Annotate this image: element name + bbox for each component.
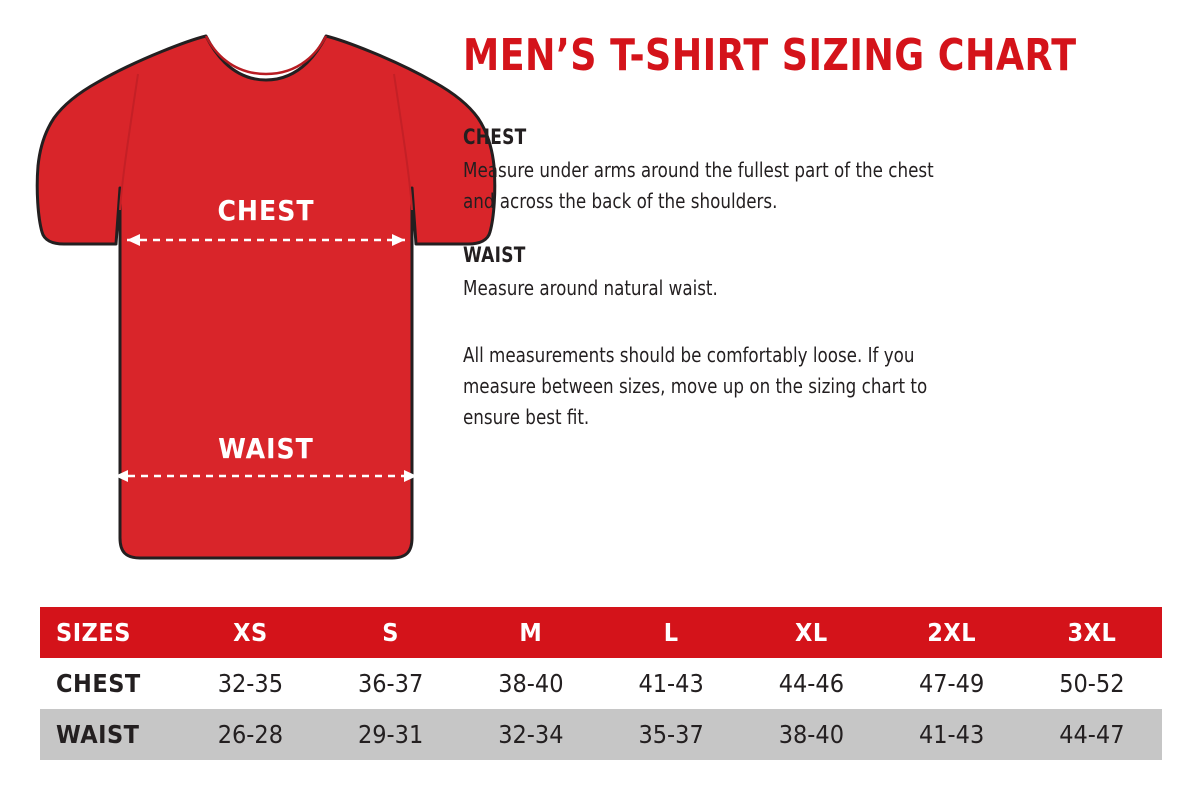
waist-3xl: 44-47	[1059, 720, 1125, 749]
spacer	[463, 330, 1130, 340]
shirt-body-shape	[37, 36, 495, 558]
chest-xs: 32-35	[217, 669, 284, 698]
header-size-2xl: 2XL	[927, 618, 977, 647]
waist-s: 29-31	[357, 720, 424, 749]
chest-xl: 44-46	[778, 669, 845, 698]
size-table-wrapper	[40, 607, 1162, 760]
row-label-waist: WAIST	[56, 720, 140, 749]
waist-illustration-label: WAIST	[218, 432, 314, 465]
size-table	[40, 607, 1162, 760]
chest-m: 38-40	[498, 669, 564, 698]
waist-section-heading: WAIST	[463, 243, 526, 267]
header-size-xl: XL	[795, 618, 828, 647]
shirt-illustration-pane	[0, 0, 443, 590]
fit-note: All measurements should be comfortably loose. If you measure between sizes, move up on the sizing chart to ensure best fit.	[463, 343, 928, 429]
chest-illustration-label: CHEST	[217, 194, 315, 227]
page-title: MEN’S T-SHIRT SIZING CHART	[463, 30, 1077, 81]
header-size-xs: XS	[233, 618, 268, 647]
waist-xs: 26-28	[217, 720, 284, 749]
header-size-l: L	[663, 618, 679, 647]
chest-3xl: 50-52	[1059, 669, 1125, 698]
header-size-3xl: 3XL	[1067, 618, 1117, 647]
size-table-head	[40, 607, 1162, 658]
table-row	[40, 709, 1162, 760]
waist-2xl: 41-43	[918, 720, 985, 749]
header-size-m: M	[519, 618, 543, 647]
table-row	[40, 658, 1162, 709]
chest-section-body: Measure under arms around the fullest part of the chest and across the back of the shoulders.	[463, 158, 934, 213]
row-label-chest: CHEST	[56, 669, 141, 698]
header-size-s: S	[382, 618, 399, 647]
chest-l: 41-43	[638, 669, 704, 698]
waist-l: 35-37	[638, 720, 704, 749]
chest-section-heading: CHEST	[463, 125, 527, 149]
waist-xl: 38-40	[778, 720, 845, 749]
header-sizes: SIZES	[56, 618, 131, 647]
table-header-row	[40, 607, 1162, 658]
waist-section-body: Measure around natural waist.	[463, 276, 718, 300]
info-pane	[443, 0, 1200, 590]
chest-s: 36-37	[357, 669, 424, 698]
waist-m: 32-34	[498, 720, 564, 749]
size-table-body	[40, 658, 1162, 760]
chest-2xl: 47-49	[918, 669, 985, 698]
